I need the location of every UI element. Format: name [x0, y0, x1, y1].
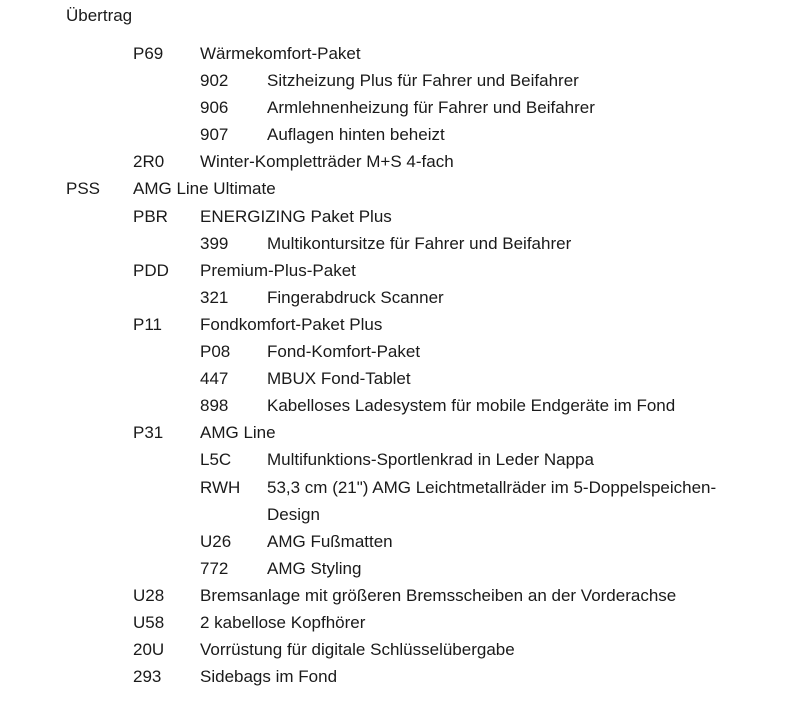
option-code: P08 [200, 342, 231, 362]
option-code: 321 [200, 287, 229, 307]
option-row [0, 284, 800, 311]
option-code: 293 [133, 667, 162, 687]
option-description: Vorrüstung für digitale Schlüsselübergabe [200, 640, 515, 660]
option-code: PDD [133, 260, 169, 280]
option-row [0, 582, 800, 609]
option-row [0, 148, 800, 175]
option-description: Auflagen hinten beheizt [267, 125, 445, 145]
option-code: U28 [133, 585, 165, 605]
option-code: 2R0 [133, 152, 165, 172]
option-description: 53,3 cm (21") AMG Leichtmetallräder im 5-Doppelspeichen-Design [267, 477, 717, 524]
option-row [0, 636, 800, 663]
option-description: Fond-Komfort-Paket [267, 342, 421, 362]
option-row [0, 230, 800, 257]
option-description: MBUX Fond-Tablet [267, 369, 411, 389]
option-description: AMG Styling [267, 558, 362, 578]
option-list [0, 40, 800, 690]
option-description: Armlehnenheizung für Fahrer und Beifahrer [267, 98, 595, 118]
option-code: U58 [133, 612, 165, 632]
option-row [0, 663, 800, 690]
option-description: Fondkomfort-Paket Plus [200, 314, 383, 334]
option-code: 907 [200, 125, 229, 145]
option-row [0, 446, 800, 473]
option-row [0, 474, 800, 528]
option-code: 902 [200, 71, 229, 91]
option-row [0, 94, 800, 121]
option-row [0, 121, 800, 148]
option-row [0, 392, 800, 419]
option-code: P69 [133, 44, 164, 63]
option-description: 2 kabellose Kopfhörer [200, 612, 366, 632]
option-row [0, 365, 800, 392]
option-description: Premium-Plus-Paket [200, 260, 356, 280]
option-code: RWH [200, 477, 241, 497]
option-row [0, 311, 800, 338]
option-code: PBR [133, 206, 168, 226]
option-description: Sitzheizung Plus für Fahrer und Beifahrer [267, 71, 579, 91]
option-row [0, 338, 800, 365]
option-description: Wärmekomfort-Paket [200, 44, 361, 63]
option-row [0, 203, 800, 230]
option-code: P31 [133, 423, 164, 443]
option-row [0, 555, 800, 582]
option-code: 898 [200, 396, 229, 416]
option-code: 399 [200, 233, 229, 253]
option-code: 772 [200, 558, 229, 578]
option-description: Sidebags im Fond [200, 667, 338, 687]
option-row [0, 175, 800, 202]
option-code: 906 [200, 98, 229, 118]
option-row [0, 419, 800, 446]
option-description: AMG Fußmatten [267, 531, 393, 551]
option-code: U26 [200, 531, 232, 551]
option-row [0, 67, 800, 94]
option-code: 20U [133, 640, 165, 660]
option-row [0, 40, 800, 67]
option-code: L5C [200, 450, 232, 470]
option-description: Multikontursitze für Fahrer und Beifahrer [267, 233, 572, 253]
option-description: Fingerabdruck Scanner [267, 287, 444, 307]
option-description: Multifunktions-Sportlenkrad in Leder Nappa [267, 450, 594, 470]
option-row [0, 257, 800, 284]
option-description: AMG Line [200, 423, 276, 443]
option-code: PSS [66, 179, 101, 199]
option-code: 447 [200, 369, 229, 389]
option-row [0, 609, 800, 636]
option-description: ENERGIZING Paket Plus [200, 206, 392, 226]
option-description: Kabelloses Ladesystem für mobile Endgeräte im Fond [267, 396, 676, 416]
option-description: AMG Line Ultimate [133, 179, 276, 199]
carry-over-heading: Übertrag [66, 6, 133, 25]
option-row [0, 528, 800, 555]
option-description: Winter-Kompletträder M+S 4-fach [200, 152, 454, 172]
option-description: Bremsanlage mit größeren Bremsscheiben an der Vorderachse [200, 585, 677, 605]
option-code: P11 [133, 314, 162, 334]
